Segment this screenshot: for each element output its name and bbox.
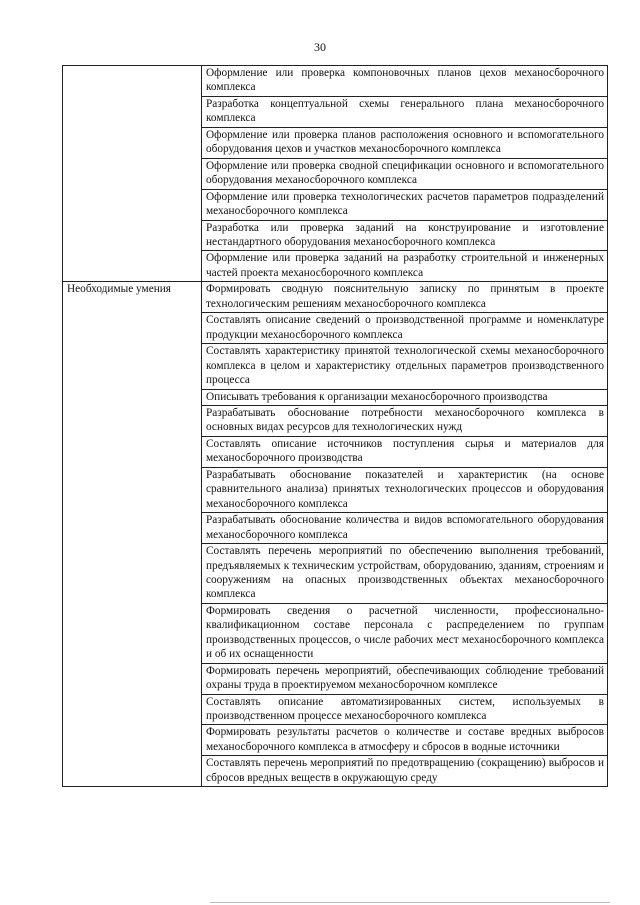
description-text: Составлять описание сведений о производственной программе и номенклатуре продукции механосборочного комплекса: [206, 314, 604, 341]
row-description: [202, 467, 608, 512]
row-description: [202, 344, 608, 389]
row-description: [202, 220, 608, 251]
row-description: [202, 189, 608, 220]
description-text: Формировать перечень мероприятий, обеспечивающих соблюдение требований охраны труда в проектируемом механосборочном комплексе: [206, 664, 604, 692]
description-text: Составлять описание источников поступления сырья и материалов для механосборочного производства: [206, 437, 604, 465]
scan-edge-line: [210, 902, 610, 903]
row-description: [202, 694, 608, 725]
table-row: [63, 282, 608, 313]
row-description: [202, 756, 608, 787]
description-text: Оформление или проверка заданий на разработку строительной и инженерных частей проекта механосборочного комплекса: [206, 252, 604, 279]
description-text: Описывать требования к организации механосборочного производства: [206, 390, 548, 403]
description-text: Разрабатывать обоснование потребности механосборочного комплекса в основных видах ресурсов для технологических нужд: [206, 406, 604, 434]
row-description: [202, 725, 608, 756]
description-text: Формировать сведения о расчетной численности, профессионально-квалификационном составе персонала с распределением по группам производственных процессов, о числе рабочих мест механосборочного комплекса и об их оснащенности: [206, 604, 604, 661]
description-text: Разработка концептуальной схемы генерального плана механосборочного комплекса: [206, 97, 604, 125]
row-label: [63, 66, 202, 282]
description-text: Формировать сводную пояснительную записку по принятым в проекте технологическим решениям механосборочного комплекса: [206, 283, 604, 310]
row-description: [202, 436, 608, 467]
requirements-table: [62, 65, 608, 787]
description-text: Составлять перечень мероприятий по обеспечению выполнения требований, предъявляемых к техническим устройствам, оборудованию, зданиям, строениям и сооружениям на опасных производственных объектах механосборочного комплекса: [206, 545, 604, 601]
row-description: [202, 405, 608, 436]
row-description: [202, 127, 608, 158]
row-description: [202, 663, 608, 694]
row-label-required-skills: Необходимые умения: [63, 282, 202, 787]
row-description: [202, 313, 608, 344]
table-row: [63, 66, 608, 97]
row-description: [202, 66, 608, 97]
description-text: Оформление или проверка сводной спецификации основного и вспомогательного оборудования механосборочного комплекса: [206, 159, 604, 187]
description-text: Составлять описание автоматизированных систем, используемых в производственном процессе механосборочного комплекса: [206, 695, 604, 723]
row-description: [202, 96, 608, 127]
description-text: Разрабатывать обоснование количества и видов вспомогательного оборудования механосборочного комплекса: [206, 514, 604, 541]
description-text: Составлять перечень мероприятий по предотвращению (сокращению) выбросов и сбросов вредных веществ в окружающую среду: [206, 757, 604, 784]
row-description: [202, 513, 608, 544]
description-text: Разработка или проверка заданий на конструирование и изготовление нестандартного оборудования механосборочного комплекса: [206, 221, 604, 248]
description-text: Разрабатывать обоснование показателей и характеристик (на основе сравнительного анализа) принятых технологических процессов и оборудования механосборочного комплекса: [206, 468, 604, 510]
row-description: [202, 603, 608, 663]
row-description: [202, 282, 608, 313]
row-description: [202, 544, 608, 604]
description-text: Оформление или проверка планов расположения основного и вспомогательного оборудования цехов и участков механосборочного комплекса: [206, 128, 604, 156]
row-description: [202, 251, 608, 282]
description-text: Оформление или проверка технологических расчетов параметров подразделений механосборочного комплекса: [206, 190, 604, 218]
description-text: Составлять характеристику принятой технологической схемы механосборочного комплекса в целом и характеристику отдельных параметров производственного процесса: [206, 345, 604, 387]
row-description: [202, 389, 608, 405]
row-description: [202, 158, 608, 189]
page-number: 30: [314, 40, 326, 54]
description-text: Оформление или проверка компоновочных планов цехов механосборочного комплекса: [206, 67, 604, 94]
description-text: Формировать результаты расчетов о количестве и составе вредных выбросов механосборочного комплекса в атмосферу и сбросов в водные источники: [206, 726, 604, 753]
